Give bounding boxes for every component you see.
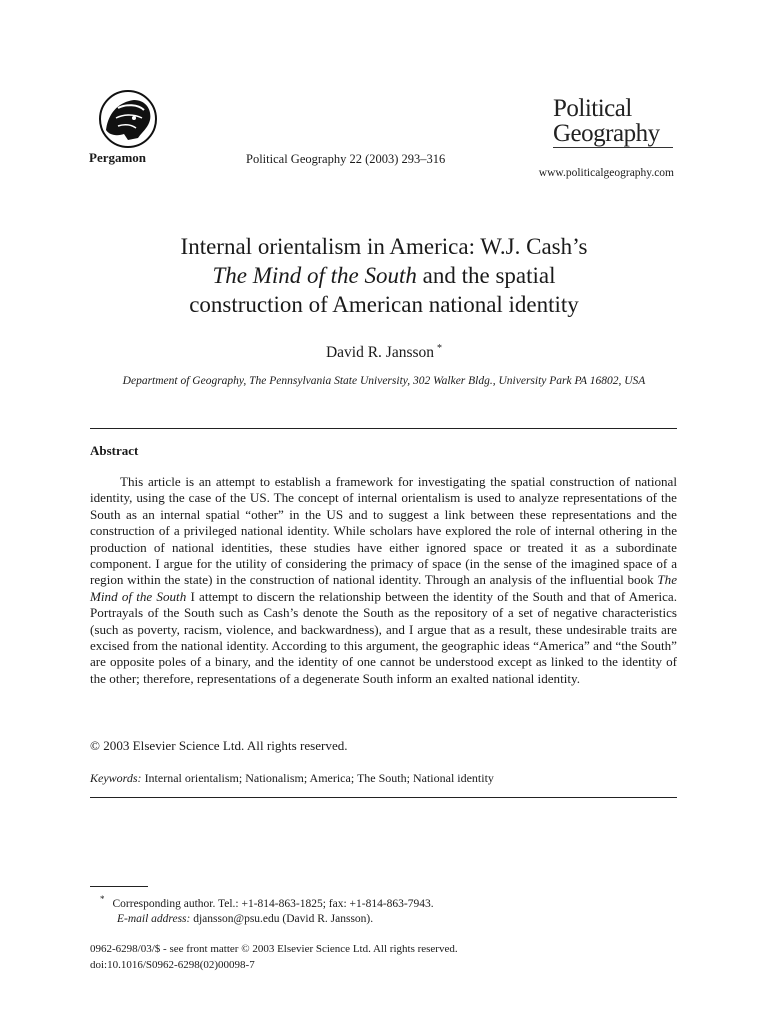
footnote-line2 [100, 912, 434, 928]
abstract-paragraph [90, 474, 677, 687]
author-footnote-mark[interactable]: * [437, 343, 443, 354]
footnote-contact: Corresponding author. Tel.: +1-814-863-1825; fax: +1-814-863-7943. [112, 897, 434, 910]
author-line [90, 343, 678, 362]
bottom-publication-info [90, 941, 458, 973]
abstract-top-rule [90, 428, 677, 429]
abstract-text-2: I attempt to discern the relationship between the identity of the South and that of America. Portrayals of the South such as Cash’s denote the South as the repository of a set of negative characteristics (such as poverty, racism, violence, and backwardness), and I argue that as a result, these undesirable traits are excised from the national identity. According to this argument, the geographic ideas “America” and “the South” are opposite poles of a binary, and the identity of one cannot be understood except as linked to the identity of the other; therefore, representations of a degenerate South inform an exalted national identity. [90, 588, 677, 686]
publisher-name: Pergamon [89, 150, 147, 165]
keywords-line [90, 771, 494, 786]
footnote-mark: * [100, 894, 105, 904]
abstract-text-1: This article is an attempt to establish a framework for investigating the spatial construction of national identity, using the case of the US. The concept of internal orientalism is used to analyze representations of the South as an internal spatial “other” in the US and to suggest a link between these representations and the construction of a privileged national identity. While scholars have explored the role of internal othering in the production of national identities, these studies have either ignored space or treated it as a subordinate component. I argue for the utility of considering the primacy of space (in the sense of the imagined space of a region within the state) in the construction of national identity. Through an analysis of the influential book [90, 474, 677, 588]
article-title [90, 232, 678, 319]
title-part1: Internal orientalism in America: W.J. Cash’s [180, 234, 588, 259]
journal-brand-line2: Geography [553, 120, 660, 147]
keywords-list: Internal orientalism; Nationalism; America; The South; National identity [141, 771, 494, 785]
abstract-heading: Abstract [90, 443, 139, 458]
author-affiliation: Department of Geography, The Pennsylvania State University, 302 Walker Bldg., University Park PA 16802, USA [122, 375, 646, 387]
brand-divider [553, 147, 673, 148]
doi-line[interactable]: doi:10.1016/S0962-6298(02)00098-7 [90, 959, 255, 971]
abstract-body [90, 474, 677, 687]
abstract-bottom-rule [90, 797, 677, 798]
title-part3: construction of American national identity [189, 292, 579, 317]
title-italic-book: The Mind of the South [212, 263, 417, 288]
journal-brand [553, 96, 660, 146]
footnote-line1 [100, 892, 434, 912]
journal-url-link[interactable]: www.politicalgeography.com [538, 167, 674, 179]
journal-citation: Political Geography 22 (2003) 293–316 [246, 152, 446, 166]
abstract-copyright: © 2003 Elsevier Science Ltd. All rights reserved. [90, 738, 348, 753]
pergamon-logo-icon [88, 88, 168, 150]
footnote-rule [90, 886, 148, 887]
keywords-label: Keywords: [90, 771, 142, 785]
abstract-book-title: The Mind of the South [90, 572, 677, 604]
journal-brand-line1: Political [553, 95, 632, 122]
email-value[interactable]: djansson@psu.edu (David R. Jansson). [190, 913, 374, 926]
issn-line: 0962-6298/03/$ - see front matter © 2003 Elsevier Science Ltd. All rights reserved. [90, 943, 458, 955]
email-label: E-mail address: [117, 913, 191, 926]
corresponding-author-footnote [100, 892, 434, 928]
author-name: David R. Jansson [325, 344, 435, 362]
title-part2: and the spatial [416, 263, 556, 288]
